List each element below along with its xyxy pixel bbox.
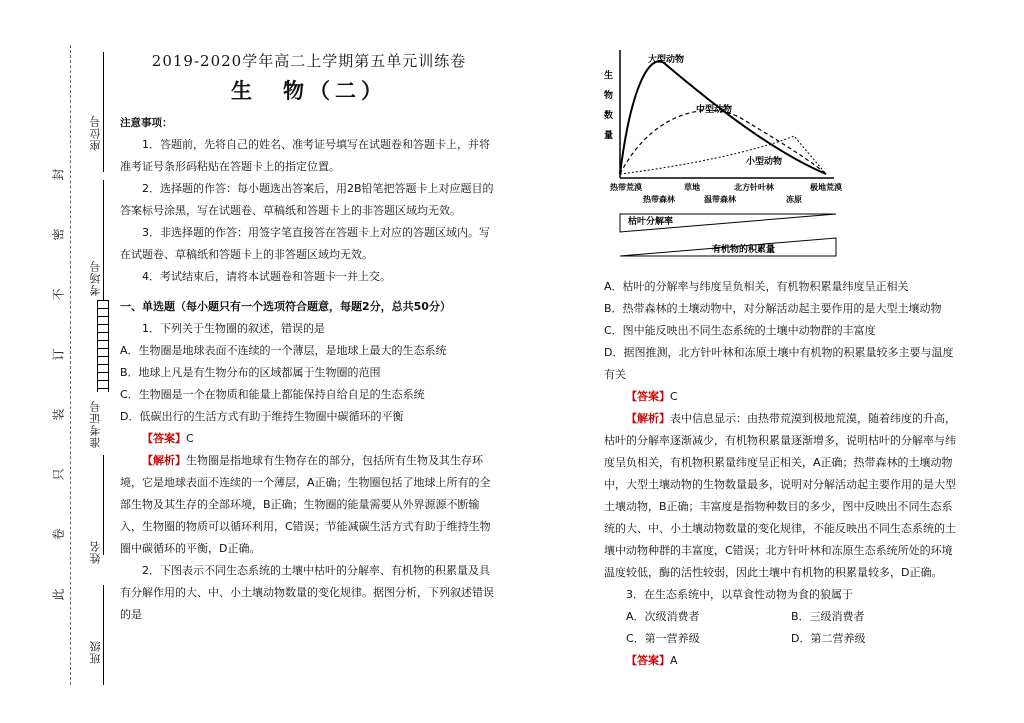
ylabel-char-4: 量 xyxy=(604,131,614,141)
q3-option: B．三级消费者 xyxy=(791,610,865,623)
biome-label: 热带荒漠 xyxy=(610,183,642,192)
q2-analysis xyxy=(604,408,956,584)
q3-options-row xyxy=(604,628,956,650)
biome-label: 极地荒漠 xyxy=(810,183,842,192)
analysis-tag: 【解析】 xyxy=(142,454,186,467)
seal-char: 此 xyxy=(51,588,66,601)
exam-subtitle: 生 物（二） xyxy=(231,78,387,103)
seal-char: 装 xyxy=(51,408,66,421)
ylabel-char-3: 数 xyxy=(604,111,614,121)
q1-option: B．地球上凡是有生物分布的区域都属于生物圈的范围 xyxy=(120,366,381,379)
q3-stem: 3．在生态系统中，以草食性动物为食的狼属于 xyxy=(626,588,853,601)
q2-answer xyxy=(604,386,956,408)
analysis-tag: 【解析】 xyxy=(626,412,670,425)
seal-char: 订 xyxy=(51,348,66,361)
medium-animal-curve xyxy=(620,110,826,174)
name-label: 姓名 xyxy=(89,540,102,564)
seat-blank xyxy=(103,52,104,172)
q1-option: D．低碳出行的生活方式有助于维持生物圈中碳循环的平衡 xyxy=(120,410,404,423)
note-item: 1．答题前，先将自己的姓名、准考证号填写在试题卷和答题卡上，并将准考证号条形码粘贴在答题卡上的指定位置。 xyxy=(120,138,490,173)
class-label: 班级 xyxy=(89,640,102,664)
cut-line xyxy=(70,45,71,685)
left-column xyxy=(120,48,498,626)
seal-char: 密 xyxy=(51,228,66,241)
biome-label: 冻原 xyxy=(786,195,802,204)
q2-option: C．图中能反映出不同生态系统的土壤中动物群的丰富度 xyxy=(604,324,876,337)
q1-option: C．生物圈是一个在物质和能量上都能保持自给自足的生态系统 xyxy=(120,388,425,401)
biome-label: 北方针叶林 xyxy=(734,183,774,192)
answer-value: C xyxy=(186,432,194,445)
biome-label: 草地 xyxy=(684,183,700,192)
note-item: 3．非选择题的作答：用签字笔直接答在答题卡上对应的答题区域内。写在试题卷、草稿纸和答题卡上的非答题区域均无效。 xyxy=(120,226,490,261)
ticket-label: 准考证号 xyxy=(89,400,102,448)
decomposition-label: 枯叶分解率 xyxy=(628,217,674,227)
biome-label: 热带森林 xyxy=(643,195,675,204)
answer-tag: 【答案】 xyxy=(626,390,670,403)
q3-option: A．次级消费者 xyxy=(626,610,700,623)
section-heading: 一、单选题（每小题只有一个选项符合题意，每题2分，总共50分） xyxy=(120,300,451,313)
q1-option: A．生物圈是地球表面不连续的一个薄层，是地球上最大的生态系统 xyxy=(120,344,447,357)
q2-option: D．据图推测，北方针叶林和冻原土壤中有机物的积累量较多主要与温度有关 xyxy=(604,346,954,381)
answer-value: A xyxy=(670,654,678,667)
soil-animal-figure xyxy=(604,48,854,268)
ylabel-char-2: 物 xyxy=(604,91,614,101)
analysis-text: 生物圈是指地球有生物存在的部分，包括所有生物及其生存环境，它是地球表面不连续的一个薄层，A正确；生物圈包括了地球上所有的全部生物及其生存的全部环境，B正确；生物圈的能量需要从外界源源不断输入，生物圈的物质可以循环利用，C错误；节能减碳生活方式有助于维持生物圈中碳循环的平衡，D正确。 xyxy=(120,454,491,555)
seal-char: 封 xyxy=(51,168,66,181)
analysis-text: 表中信息显示：由热带荒漠到极地荒漠，随着纬度的升高，枯叶的分解率逐渐减少，有机物积累量逐渐增多，说明枯叶的分解率与纬度呈负相关，有机物积累量纬度呈正相关，A正确；热带森林的土壤动物中，大型土壤动物的生物数量最多，说明对分解活动起主要作用的是大型土壤动物，B正确；丰富度是指物种数目的多少，图中反映出不同生态系统的大、中、小土壤动物数量的变化规律，不能反映出不同生态系统的土壤中动物种群的丰富度，C错误；北方针叶林和冻原生态系统所处的环境温度较低，酶的活性较弱，因此土壤中有机物的积累量较多，D正确。 xyxy=(604,412,956,579)
q3-answer xyxy=(604,650,956,672)
exam-title: 2019-2020学年高二上学期第五单元训练卷 xyxy=(151,52,467,70)
answer-tag: 【答案】 xyxy=(142,432,186,445)
binding-margin xyxy=(0,0,112,723)
seal-char: 不 xyxy=(51,288,66,301)
answer-tag: 【答案】 xyxy=(626,654,670,667)
medium-animal-label: 中型动物 xyxy=(696,105,733,115)
name-blank xyxy=(103,455,104,555)
small-animal-label: 小型动物 xyxy=(746,157,783,167)
seal-char: 只 xyxy=(51,468,66,481)
seat-label: 座位号 xyxy=(89,115,102,151)
large-animal-curve xyxy=(620,61,826,174)
q1-answer xyxy=(120,428,498,450)
note-item: 4．考试结束后，请将本试题卷和答题卡一并上交。 xyxy=(142,270,391,283)
q1-analysis xyxy=(120,450,498,560)
q3-option: D．第二营养级 xyxy=(791,632,866,645)
ticket-boxes xyxy=(97,300,109,392)
biome-label: 温带森林 xyxy=(704,195,736,204)
room-blank xyxy=(103,180,104,300)
q2-stem: 2．下图表示不同生态系统的土壤中枯叶的分解率、有机物的积累量及具有分解作用的大、中、小土壤动物数量的变化规律。据图分析，下列叙述错误的是 xyxy=(120,564,494,621)
q2-option: B．热带森林的土壤动物中，对分解活动起主要作用的是大型土壤动物 xyxy=(604,302,942,315)
right-column xyxy=(604,48,956,672)
accumulation-label: 有机物的积累量 xyxy=(712,245,776,255)
q3-option: C．第一营养级 xyxy=(626,632,700,645)
note-item: 2．选择题的作答：每小题选出答案后，用2B铅笔把答题卡上对应题目的答案标号涂黑，写在试题卷、草稿纸和答题卡上的非答题区域均无效。 xyxy=(120,182,494,217)
q3-options-row xyxy=(604,606,956,628)
seal-char: 卷 xyxy=(51,528,66,541)
answer-value: C xyxy=(670,390,678,403)
ylabel-char-1: 生 xyxy=(604,71,614,81)
room-label: 考场号 xyxy=(89,260,102,296)
class-blank xyxy=(103,585,104,685)
q2-option: A．枯叶的分解率与纬度呈负相关，有机物积累量纬度呈正相关 xyxy=(604,280,909,293)
q1-stem: 1．下列关于生物圈的叙述，错误的是 xyxy=(142,322,325,335)
notes-heading: 注意事项： xyxy=(120,117,173,129)
small-animal-curve xyxy=(620,136,826,174)
large-animal-label: 大型动物 xyxy=(648,55,685,65)
